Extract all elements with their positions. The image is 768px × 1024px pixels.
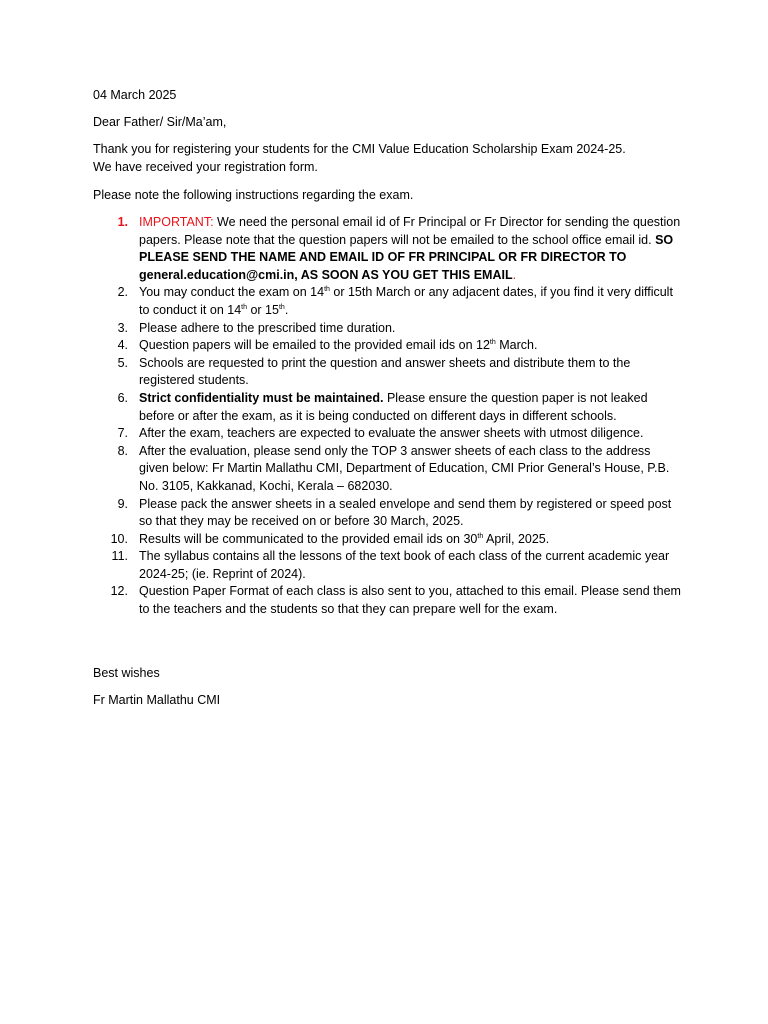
list-number: 9. [117, 496, 128, 511]
instruction-list [93, 214, 683, 619]
list-number: 5. [117, 355, 128, 370]
list-item-text: Please pack the answer sheets in a sealed envelope and send them by registered or speed post so that they may be received on or before 30 March, 2025. [139, 496, 672, 529]
list-item-text: The syllabus contains all the lessons of the text book of each class of the current academic year 2024-25; (ie. Reprint of 2024). [139, 549, 670, 581]
list-number: 10. [110, 531, 128, 546]
list-item-8 [93, 443, 683, 496]
intro-line-2: We have received your registration form. [93, 160, 318, 174]
list-item-text: Question Paper Format of each class is also sent to you, attached to this email. Please send them to the teachers and the students so that they can prepare well for the exam. [139, 584, 681, 617]
list-item-text: Schools are requested to print the question and answer sheets and distribute them to the registered students. [139, 355, 631, 388]
list-item-4 [93, 337, 683, 355]
list-number: 7. [117, 426, 128, 441]
list-number: 6. [117, 390, 128, 405]
list-number: 3. [117, 320, 128, 335]
list-item-6 [93, 390, 683, 425]
closing: Best wishes [93, 666, 160, 680]
list-item-10 [93, 531, 683, 549]
list-item-text: Strict confidentiality must be maintained. Please ensure the question paper is not leaked before or after the exam, as it is being conducted on different days in different schools. [139, 390, 648, 423]
list-item-7 [93, 425, 683, 443]
list-number: 2. [117, 285, 128, 300]
instructions-note: Please note the following instructions regarding the exam. [93, 188, 414, 202]
list-item-1 [93, 214, 683, 284]
list-item-text: You may conduct the exam on 14th or 15th March or any adjacent dates, if you find it very difficult to conduct it on 14th or 15th. [139, 285, 673, 317]
list-number: 1. [117, 215, 128, 229]
list-number: 12. [110, 584, 128, 599]
list-item-text: Question papers will be emailed to the provided email ids on 12th March. [139, 338, 538, 353]
list-number: 4. [117, 338, 128, 353]
list-item-3 [93, 320, 683, 338]
signature: Fr Martin Mallathu CMI [93, 693, 221, 707]
bold-request: SO PLEASE SEND THE NAME AND EMAIL ID OF FR PRINCIPAL OR FR DIRECTOR TO general.education@cmi.in, AS SOON AS YOU GET THIS EMAIL [139, 232, 674, 282]
salutation: Dear Father/ Sir/Ma’am, [93, 115, 227, 129]
list-item-2 [93, 284, 683, 319]
list-item-text: After the evaluation, please send only the TOP 3 answer sheets of each class to the address given below: Fr Martin Mallathu CMI, Department of Education, CMI Prior General’s House, P.B. No. 3105, Kakkanad, Kochi, Kerala – 682030. [139, 443, 670, 493]
list-item-12 [93, 583, 683, 618]
list-number: 11. [111, 549, 128, 564]
confidentiality-heading: Strict confidentiality must be maintained. [139, 390, 384, 405]
list-item-text: Please adhere to the prescribed time duration. [139, 320, 396, 335]
list-item-text: After the exam, teachers are expected to evaluate the answer sheets with utmost diligence. [139, 426, 644, 441]
list-item-text: Results will be communicated to the provided email ids on 30th April, 2025. [139, 531, 550, 546]
list-item-5 [93, 355, 683, 390]
list-item-text: IMPORTANT: We need the personal email id of Fr Principal or Fr Director for sending the question papers. Please note that the question papers will not be emailed to the school office email id. SO PLEASE SEND THE NAME AND EMAIL ID OF FR PRINCIPAL OR FR DIRECTOR TO general.education@cmi.in, AS SOON AS YOU GET THIS EMAIL. [139, 215, 681, 282]
list-number: 8. [117, 443, 128, 458]
intro-line-1: Thank you for registering your students for the CMI Value Education Scholarship Exam 2024-25. [93, 142, 626, 156]
letter-date: 04 March 2025 [93, 88, 177, 102]
list-item-11 [93, 548, 683, 583]
list-item-9 [93, 496, 683, 531]
important-label: IMPORTANT: [139, 215, 214, 229]
